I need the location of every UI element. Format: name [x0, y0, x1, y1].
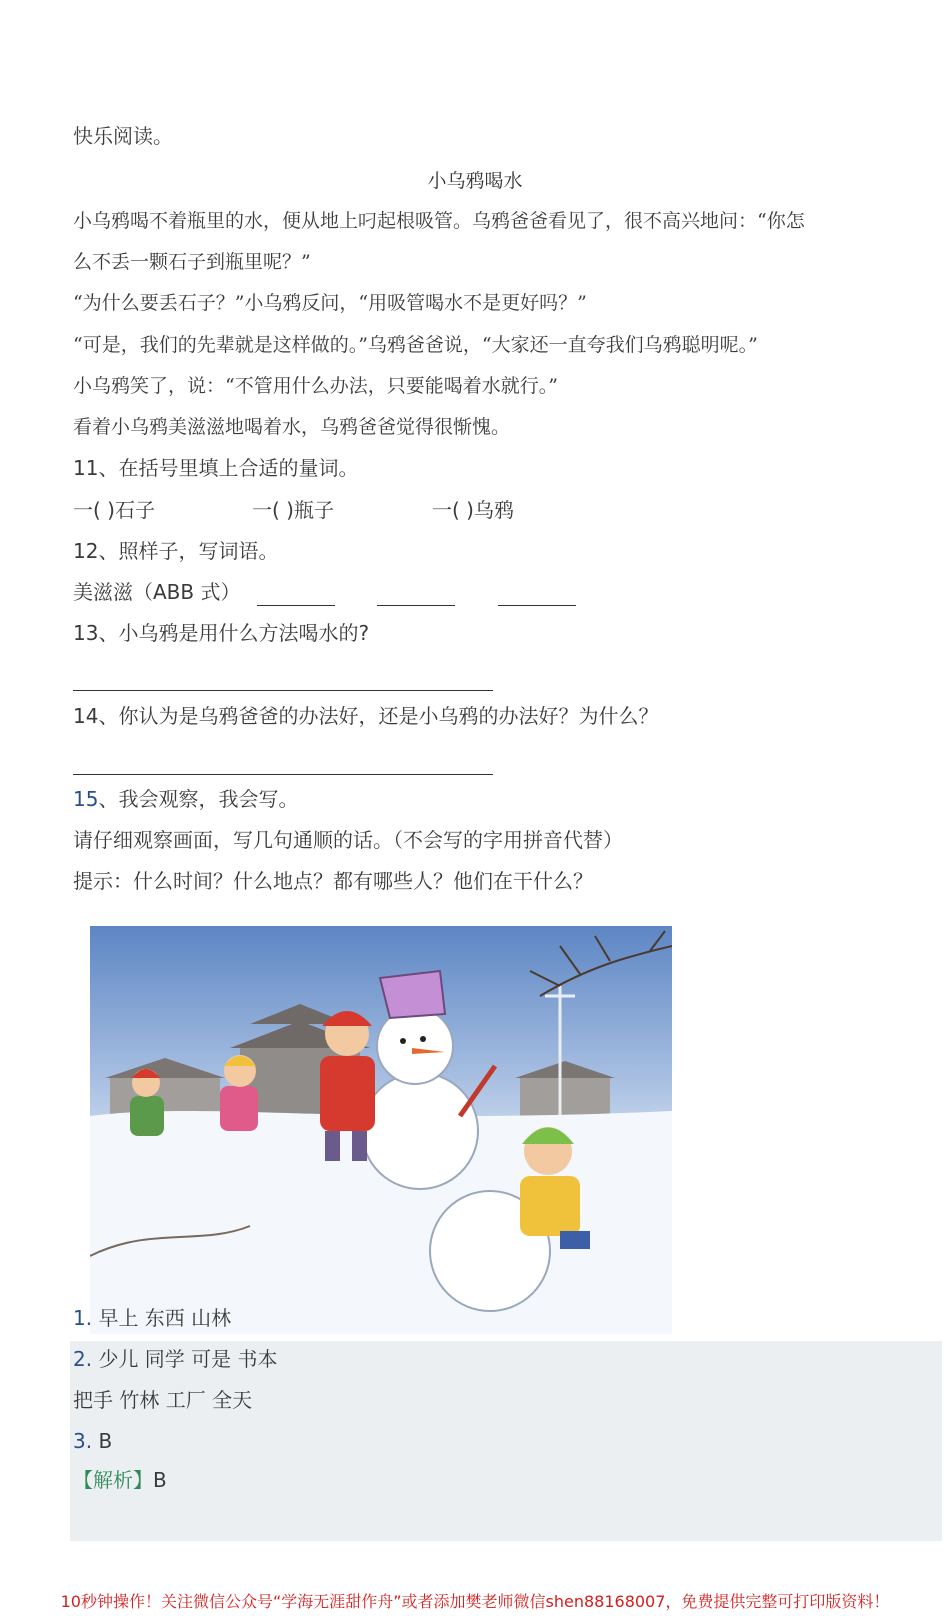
answer-1-text: 早上 东西 山林: [98, 1306, 232, 1330]
story-paragraph: 么不丢一颗石子到瓶里呢？”: [73, 251, 311, 273]
question-13: 13、小乌鸦是用什么方法喝水的?: [73, 621, 370, 645]
answer-1-number: 1.: [73, 1306, 93, 1330]
explanation-label: 【解析】: [73, 1468, 153, 1492]
answer-3-explanation: [73, 1466, 167, 1494]
story-title: 小乌鸦喝水: [427, 170, 523, 192]
question-11: 11、在括号里填上合适的量词。: [73, 456, 359, 480]
reading-heading: 快乐阅读。: [73, 124, 173, 148]
answer-2-number: 2.: [73, 1347, 93, 1371]
story-paragraph: 小乌鸦喝不着瓶里的水，便从地上叼起根吸管。乌鸦爸爸看见了，很不高兴地问：“你怎: [73, 210, 805, 232]
question-15: [73, 785, 298, 813]
answer-line[interactable]: [73, 690, 493, 691]
answer-3-number: 3.: [73, 1429, 93, 1453]
measure-word-item: 一( )石子: [73, 498, 155, 522]
answer-3-text: B: [98, 1429, 113, 1453]
abb-example: 美滋滋（ABB 式）: [73, 580, 241, 604]
story-paragraph: 小乌鸦笑了，说：“不管用什么办法，只要能喝着水就行。”: [73, 375, 558, 397]
answer-line[interactable]: [73, 774, 493, 775]
question-15-instruction: 请仔细观察画面，写几句通顺的话。（不会写的字用拼音代替）: [73, 828, 623, 852]
question-12: 12、照样子，写词语。: [73, 539, 279, 563]
question-15-number: 15: [73, 787, 99, 811]
question-14: 14、你认为是乌鸦爸爸的办法好，还是小乌鸦的办法好？为什么？: [73, 704, 659, 728]
child-pink: [220, 1055, 258, 1131]
answer-blank[interactable]: [257, 583, 335, 606]
answer-3: [73, 1427, 112, 1455]
answer-blank[interactable]: [377, 583, 455, 606]
question-15-hint: 提示：什么时间？什么地点？都有哪些人？他们在干什么？: [73, 869, 593, 893]
measure-word-item: 一( )乌鸦: [432, 498, 514, 522]
story-paragraph: “为什么要丢石子？”小乌鸦反问，“用吸管喝水不是更好吗？”: [73, 292, 587, 314]
child-green: [130, 1069, 164, 1136]
answer-2-text: 少儿 同学 可是 书本: [98, 1347, 278, 1371]
story-paragraph: “可是，我们的先辈就是这样做的。”乌鸦爸爸说，“大家还一直夸我们乌鸦聪明呢。”: [73, 334, 758, 356]
snowman-illustration: [90, 926, 672, 1334]
answer-2: [73, 1345, 278, 1373]
question-15-text: 、我会观察，我会写。: [98, 787, 299, 811]
measure-word-item: 一( )瓶子: [252, 498, 334, 522]
answer-1: [73, 1304, 231, 1332]
footer-notice: 10秒钟操作！关注微信公众号“学海无涯甜作舟”或者添加樊老师微信shen88168007，免费提供完整可打印版资料！: [60, 1592, 890, 1611]
story-paragraph: 看着小乌鸦美滋滋地喝着水，乌鸦爸爸觉得很惭愧。: [73, 416, 511, 438]
abb-example-row: [73, 578, 576, 606]
answer-2-continued: 把手 竹林 工厂 全天: [73, 1388, 253, 1412]
explanation-value: B: [153, 1468, 167, 1492]
answer-blank[interactable]: [498, 583, 576, 606]
